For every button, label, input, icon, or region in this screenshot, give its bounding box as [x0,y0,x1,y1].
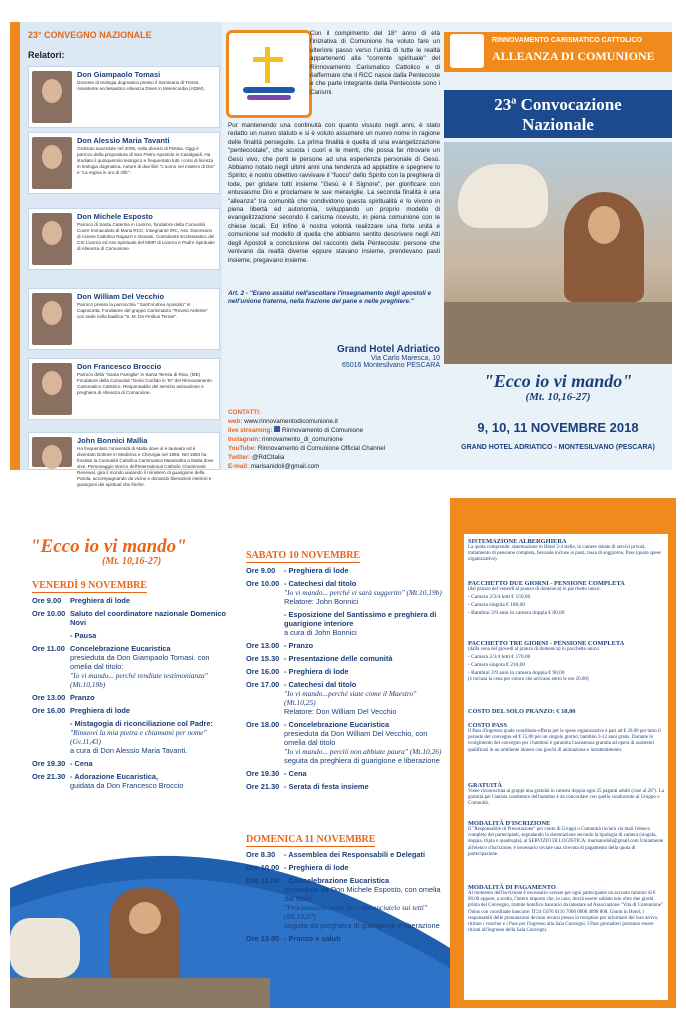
intro-text: Con il compimento del 18° anno di età l'iniziativa di Comunione ha voluto fare un ulteriore passo verso l'unità di tutte le realtà appartenenti alla "corrente spirituale" del Rinnovamento Carismatico Cattolico e di riaffermare che il RCC nasce dalla Pentecoste e che parte integrante della Pentecoste sono i Carismi. [310,30,440,96]
cross-icon [265,47,270,83]
lamb-image [458,164,548,228]
org-header [444,32,672,72]
convocation-line1: 23ª Convocazione [494,95,622,114]
hotel-city: 65016 Montesilvano PESCARA [341,362,440,369]
brochure-outside [10,22,672,487]
facebook-icon [274,426,280,432]
program-row: Ore 16.00 Preghiera di lode [32,706,130,715]
contacts-label: CONTATTI: [228,409,261,416]
program-row: Ore 10.00 - Preghiera di lode [246,863,349,872]
convocation-line2: Nazionale [522,115,594,134]
contact-email[interactable]: E-mail: marisanidoli@gmail.com [228,463,320,470]
program-row: Ore 10.00 Saluto del coordinatore nazionale Domenico Novi [32,609,227,627]
info-section-lunch: COSTO DEL SOLO PRANZO: € 18,00 [468,708,576,715]
program-row: Ore 15.30 - Presentazione delle comunità [246,654,393,663]
speaker-desc: Ha frequentato l'università di Malta dove si è laureato ed è diventato Dottore in Medicina e Chirurgia nel 1969. Nel 1983 ha fondato la Comunità Cattolica Carismatica Maranatha a Malta dove vive. Personaggio storico dell'International Catholic Charismatic Renewal, gira il mondo aiutando il ministero di guarigione della Parola, accompagnando da vicino e donando liberazioni interiori e guarigioni dei spiritual che finche. [77,446,214,487]
panel-heading: 23° CONVEGNO NAZIONALE [28,30,152,40]
program-row: Ore 16.00 - Preghiera di lode [246,667,349,676]
logo-icon [450,34,484,68]
program-row: Ore 10.00 - Catechesi dal titolo "Io vi mando... perché vi sarà suggerito" (Mt.10,19b) Relatore: John Bonnici [246,579,442,606]
program-row: Ore 19.30 - Cena [246,769,307,778]
speaker-photo [32,293,72,345]
program-row: Ore 13.00 - Pranzo e saluti [246,934,341,943]
lamb-image [10,918,80,978]
friday-title: VENERDÌ 9 NOVEMBRE [32,580,148,591]
speaker-card [28,432,220,487]
hotel-name: Grand Hotel Adriatico [337,344,440,355]
info-section-registration: MODALITÀ D'ISCRIZIONE Il "Responsabile di Prenotazione" per conto di Gruppi o Comunità invierà via mail l'elenco completo dei partecipanti, segnalando la sistemazione secondo la tipologia di camera (singola, doppia, tripla o quadrupla), al SERVIZIO DI LOGISTICA: marisanidoli@gmail.com Unitamente all'elenco d'iscrizione, è necessario inviare una ricevuta di pagamento della quota di partecipazione. [468,820,664,857]
program-row: Ore 8.30 - Assemblea dei Responsabili e Delegati [246,850,426,859]
hotel-address [312,344,440,369]
info-section-three-days: PACCHETTO TRE GIORNI - PENSIONE COMPLETA (dalla cena del giovedì al pranzo di domenica) in pacchetto unico: - Camera 2/3/4 letti € 170,00 - Camera singola € 210,00 - Bambini 3/9 anni in camera doppia € 90,00 (è inclusa la cena per coloro che arrivano entro le ore 20.00) [468,640,625,683]
speaker-desc: Ordinato sacerdote nel 2009, nella diocesi di Pistoia. Oggi è parroco della propositura di San Pietro Apostolo in Casalguidi. Ha studiato il quinquennio teologico e frequentato tutti i corsi di licenza in teologia dogmatica. Autore di due libri "L'uomo nel mistero di Dio" e "La regina in oro di Ofir". [77,146,215,175]
program-row: Ore 17.00 - Catechesi dal titolo "Io vi mando...perché siate come il Maestro" (Mt.10,25) Relatore: Don William Del Vecchio [246,680,417,716]
speakers-panel [10,22,222,487]
rocks-image [444,302,672,364]
event-dates: 9, 10, 11 NOVEMBRE 2018 [477,420,639,435]
speaker-name: John Bonnici Mallia [77,436,148,445]
speaker-photo [32,437,72,467]
program-row: Ore 9.00 - Preghiera di lode [246,566,349,575]
speaker-photo [32,213,72,265]
org-line1: RINNOVAMENTO CARISMATICO CATTOLICO [492,37,642,44]
speaker-name: Don William Del Vecchio [77,292,165,301]
cover-motto [444,372,672,403]
info-section-accommodation: SISTEMAZIONE ALBERGHIERA La quota comprende: sistemazione in Hotel 3-4 stelle, in camere dotate di servizi privati, trattamento di pensione completa, bevande incluse ai pasti, tassa di soggiorno, Pass (quota spese organizzative). [468,538,661,563]
wave-icon [243,87,295,93]
speaker-photo [32,137,72,189]
speaker-photo [32,363,72,415]
speaker-desc: Parroco presso la parrocchia " Sant'Andrea Apostolo" in Capracotta. Fondatore del gruppo Carismatico "Roveto Ardente" con sede nella basilica "S. M. De Finibus Terrae". [77,302,208,319]
program-row: - Pausa [70,631,97,640]
program-panel [10,498,450,1008]
speaker-card [28,208,220,270]
article-quote: Art. 2 - "Erano assidui nell'ascoltare l'insegnamento degli apostoli e nell'unione fraterna, nella frazione del pane e nelle preghiere." [228,290,431,306]
speaker-name: Don Giampaolo Tomasi [77,70,161,79]
relatori-label: Relatori: [28,50,65,60]
info-panel [450,498,676,1008]
speaker-name: Don Michele Esposto [77,212,153,221]
alleanza-logo [226,30,312,118]
hotel-street: Via Carlo Maresca, 10 [370,355,440,362]
jesus-lamb-illustration [444,142,672,364]
convocation-banner [444,90,672,138]
program-motto-ref: (Mt. 10,16-27) [102,556,162,567]
info-section-two-days: PACCHETTO DUE GIORNI - PENSIONE COMPLETA (dal pranzo del venerdì al pranzo di domenica) in pacchetto unico: - Camera 2/3/4 letti € 150,00 - Camera singola € 180,00 - Bambini 3/9 anni in camera doppia € 80,00 [468,580,625,617]
program-row: Ore 9.00 Preghiera di lode [32,596,130,605]
event-venue: GRAND HOTEL ADRIATICO - MONTESILVANO (PESCARA) [461,444,655,451]
program-row: - Esposizione del Santissimo e preghiera di guarigione interiore a cura di John Bonnici [284,610,437,637]
program-row: Ore 11.00 Concelebrazione Eucaristica presieduta da Don Giampaolo Tomasi. con omelia dal titolo: "Io vi mando... perché rendiate testimonianza" (Mt.10,18b) [32,644,210,689]
speaker-photo [32,71,72,123]
contact-youtube[interactable]: YouTube: Rinnovamento di Comunione Official Channel [228,445,386,452]
info-section-payment: MODALITÀ DI PAGAMENTO Al momento dell'iscrizione è necessario versare per ogni partecipante un acconto minimo di € 90,00 oppure, a scelta, l'intero importo che, in caso, dovrà essere saldato non oltre due giorni prima del Convegno, tramite bonifico bancario da intestare ad Associazione "Vita di Comunione" Onlus con coordinate bancarie: IT24 G076 0116 7000 0008 4898 808. Giunti in Hotel, i responsabili delle prenotazioni devono recarsi presso la reception per informare del loro arrivo, ritirare i voucher e i Pass per l'ingresso alla Sala Convegni. I Pass giornalieri potranno essere ritirati all'ingresso della Sala Convegni. [468,884,663,934]
contact-instagram[interactable]: Instagram: rinnovamento_di_comunione [228,436,343,443]
rocks-image [10,978,270,1008]
program-row: Ore 21.30 - Adorazione Eucaristica, guidata da Don Francesco Broccio [32,772,184,790]
program-row: Ore 13.00 - Pranzo [246,641,314,650]
speaker-desc: Parroco della "Santa Famiglia" in Santa Teresa di Riva, (ME) Fondatore della Comunità "Gesù Confido in Te" del Rinnovamento Carismatico Cattolico. Responsabile del servizio animazione e preghiera di Alleanza di Comunione. [77,372,212,395]
contact-twitter[interactable]: Twitter: @RdCItalia [228,454,285,461]
cover-panel [444,22,672,470]
sunday-program [246,850,446,947]
program-row: Ore 13.00 Pranzo [32,693,95,702]
program-row: Ore 21.30 - Serata di festa insieme [246,782,369,791]
orange-bar [10,22,20,470]
speaker-desc: Docente di teologia dogmatica presso il Seminario di Trento. Assistente ecclesiastico Alleanza Dives in Misericordia (ADIM). [77,80,205,91]
org-line2: ALLEANZA DI COMUNIONE [492,49,655,63]
speaker-card [28,132,220,194]
jesus-image [564,192,644,302]
program-row: Ore 18.00 - Concelebrazione Eucaristica presieduta da Don William Del Vecchio, con omelia dal titolo "Io vi mando... perciò non abbiate paura" (Mt.10,26) seguita da preghiera di guarigione e liberazione [246,720,442,765]
program-row: Ore 19.30 - Cena [32,759,93,768]
sunday-title: DOMENICA 11 NOVEMBRE [246,834,376,845]
motto-text: "Ecco io vi mando" [483,371,633,391]
speaker-card [28,66,220,128]
speaker-card [28,288,220,350]
speaker-desc: Parroco di Santa Caterina in Livorno, fondatore della Comunità Cuore Immacolato di Maria RCC; Insegnante IRC, Ass. Diocesano di Azione Cattolica Ragazzi e Giovani, Consulente Ecclesiastico del CSI Livorno ed Ass.Spirituale del MMP di Livorno e Padre Spirituale di Alleanza di Comunione. [77,222,215,251]
program-row: - Mistagogia di riconciliazione col Padre: "Rimuovi la mia pietra e chiamami per nome" (Gv.11,43) a cura di Don Alessio Maria Tavanti. [70,719,213,755]
speaker-name: Don Alessio Maria Tavanti [77,136,170,145]
speaker-card [28,358,220,420]
friday-program [32,596,237,794]
program-motto: "Ecco io vi mando" [30,536,187,557]
contact-web[interactable]: web: www.rinnovamentodicomunione.it [228,418,338,425]
speaker-name: Don Francesco Broccio [77,362,162,371]
contact-streaming[interactable]: live streaming: Rinnovamento di Comunione [228,427,364,434]
motto-ref: (Mt. 10,16-27) [525,391,591,403]
contacts-block [228,408,442,471]
saturday-title: SABATO 10 NOVEMBRE [246,550,361,561]
program-row: Ore 11.00 - Concelebrazione Eucaristica presieduta da Don Michele Esposto, con omelia dal titolo "Proclamatelo nella luce, annunciatelo sui tetti" (Mt.10,27) seguita da preghiera di guarigione e liberazione [246,876,441,930]
info-section-free: GRATUITÀ Viene riconosciuta ai gruppi una gratuità in camera doppia ogni 25 paganti adulti (cioè al 26°). La gratuità per l'autista conduttore dell'autobus è da concordare con quello conducente al Gruppo o Comunità. [468,782,664,807]
info-box [464,534,668,1000]
mission-panel [222,22,444,470]
body-text: Pur mantenendo una continuità con quanto vissuto negli anni, è stato redatto un nuovo statuto e si è voluto assumere un nuovo nome in ragione delle finalità perseguite. La prima finalità è quella di una evangelizzazione "pentecostale", che scuota i cuori e le menti, che possa far ritrovare un Gesù vivo, che porti le persone ad una esperienza personale di Gesù. Abbiamo notato negli ultimi anni una tendenza ad appiattire e spegnere lo Spirito; è nostro obiettivo ravvivare il "fuoco" dello Spirito con la preghiera di lode, per gridare tutti insieme "Gesù è il Signore", per glorificare con entusiasmo Dio e proclamare le sue meraviglie. La seconda finalità è una "alleanza" tra comunità che condividono questa spiritualità e lo vivono in piena libertà ed autonomia, sviluppando un proprio modello di evangelizzazione secondo il carisma ricevuto, in piena comunione con le chiese locali. Ed infine è nostra volontà realizzare una forte unità e comunione sul modello di quella che abbiamo sentito descrivere negli Atti degli Apostoli a conclusione del racconto della Pentecoste: persone che venivano da realtà diverse eppure stavano insieme, prendevano pasti insieme, pregavano insieme. [228,122,440,264]
saturday-program [246,566,446,795]
info-section-pass: COSTO PASS Il Pass d'ingresso quale contributo-offerta per le spese organizzative è pari ad € 20,00 per tutto il periodo del convegno ed € 15,00 per un singolo giorno; bambini 3-12 anni gratis. Durante lo svolgimento del convegno per i bambini è garantita l'assistenza gratuita ad opera di assistenti qualificati in un ambiente idoneo con giochi di animazione e intrattenimento. [468,722,661,753]
brochure-inside [10,498,676,1008]
